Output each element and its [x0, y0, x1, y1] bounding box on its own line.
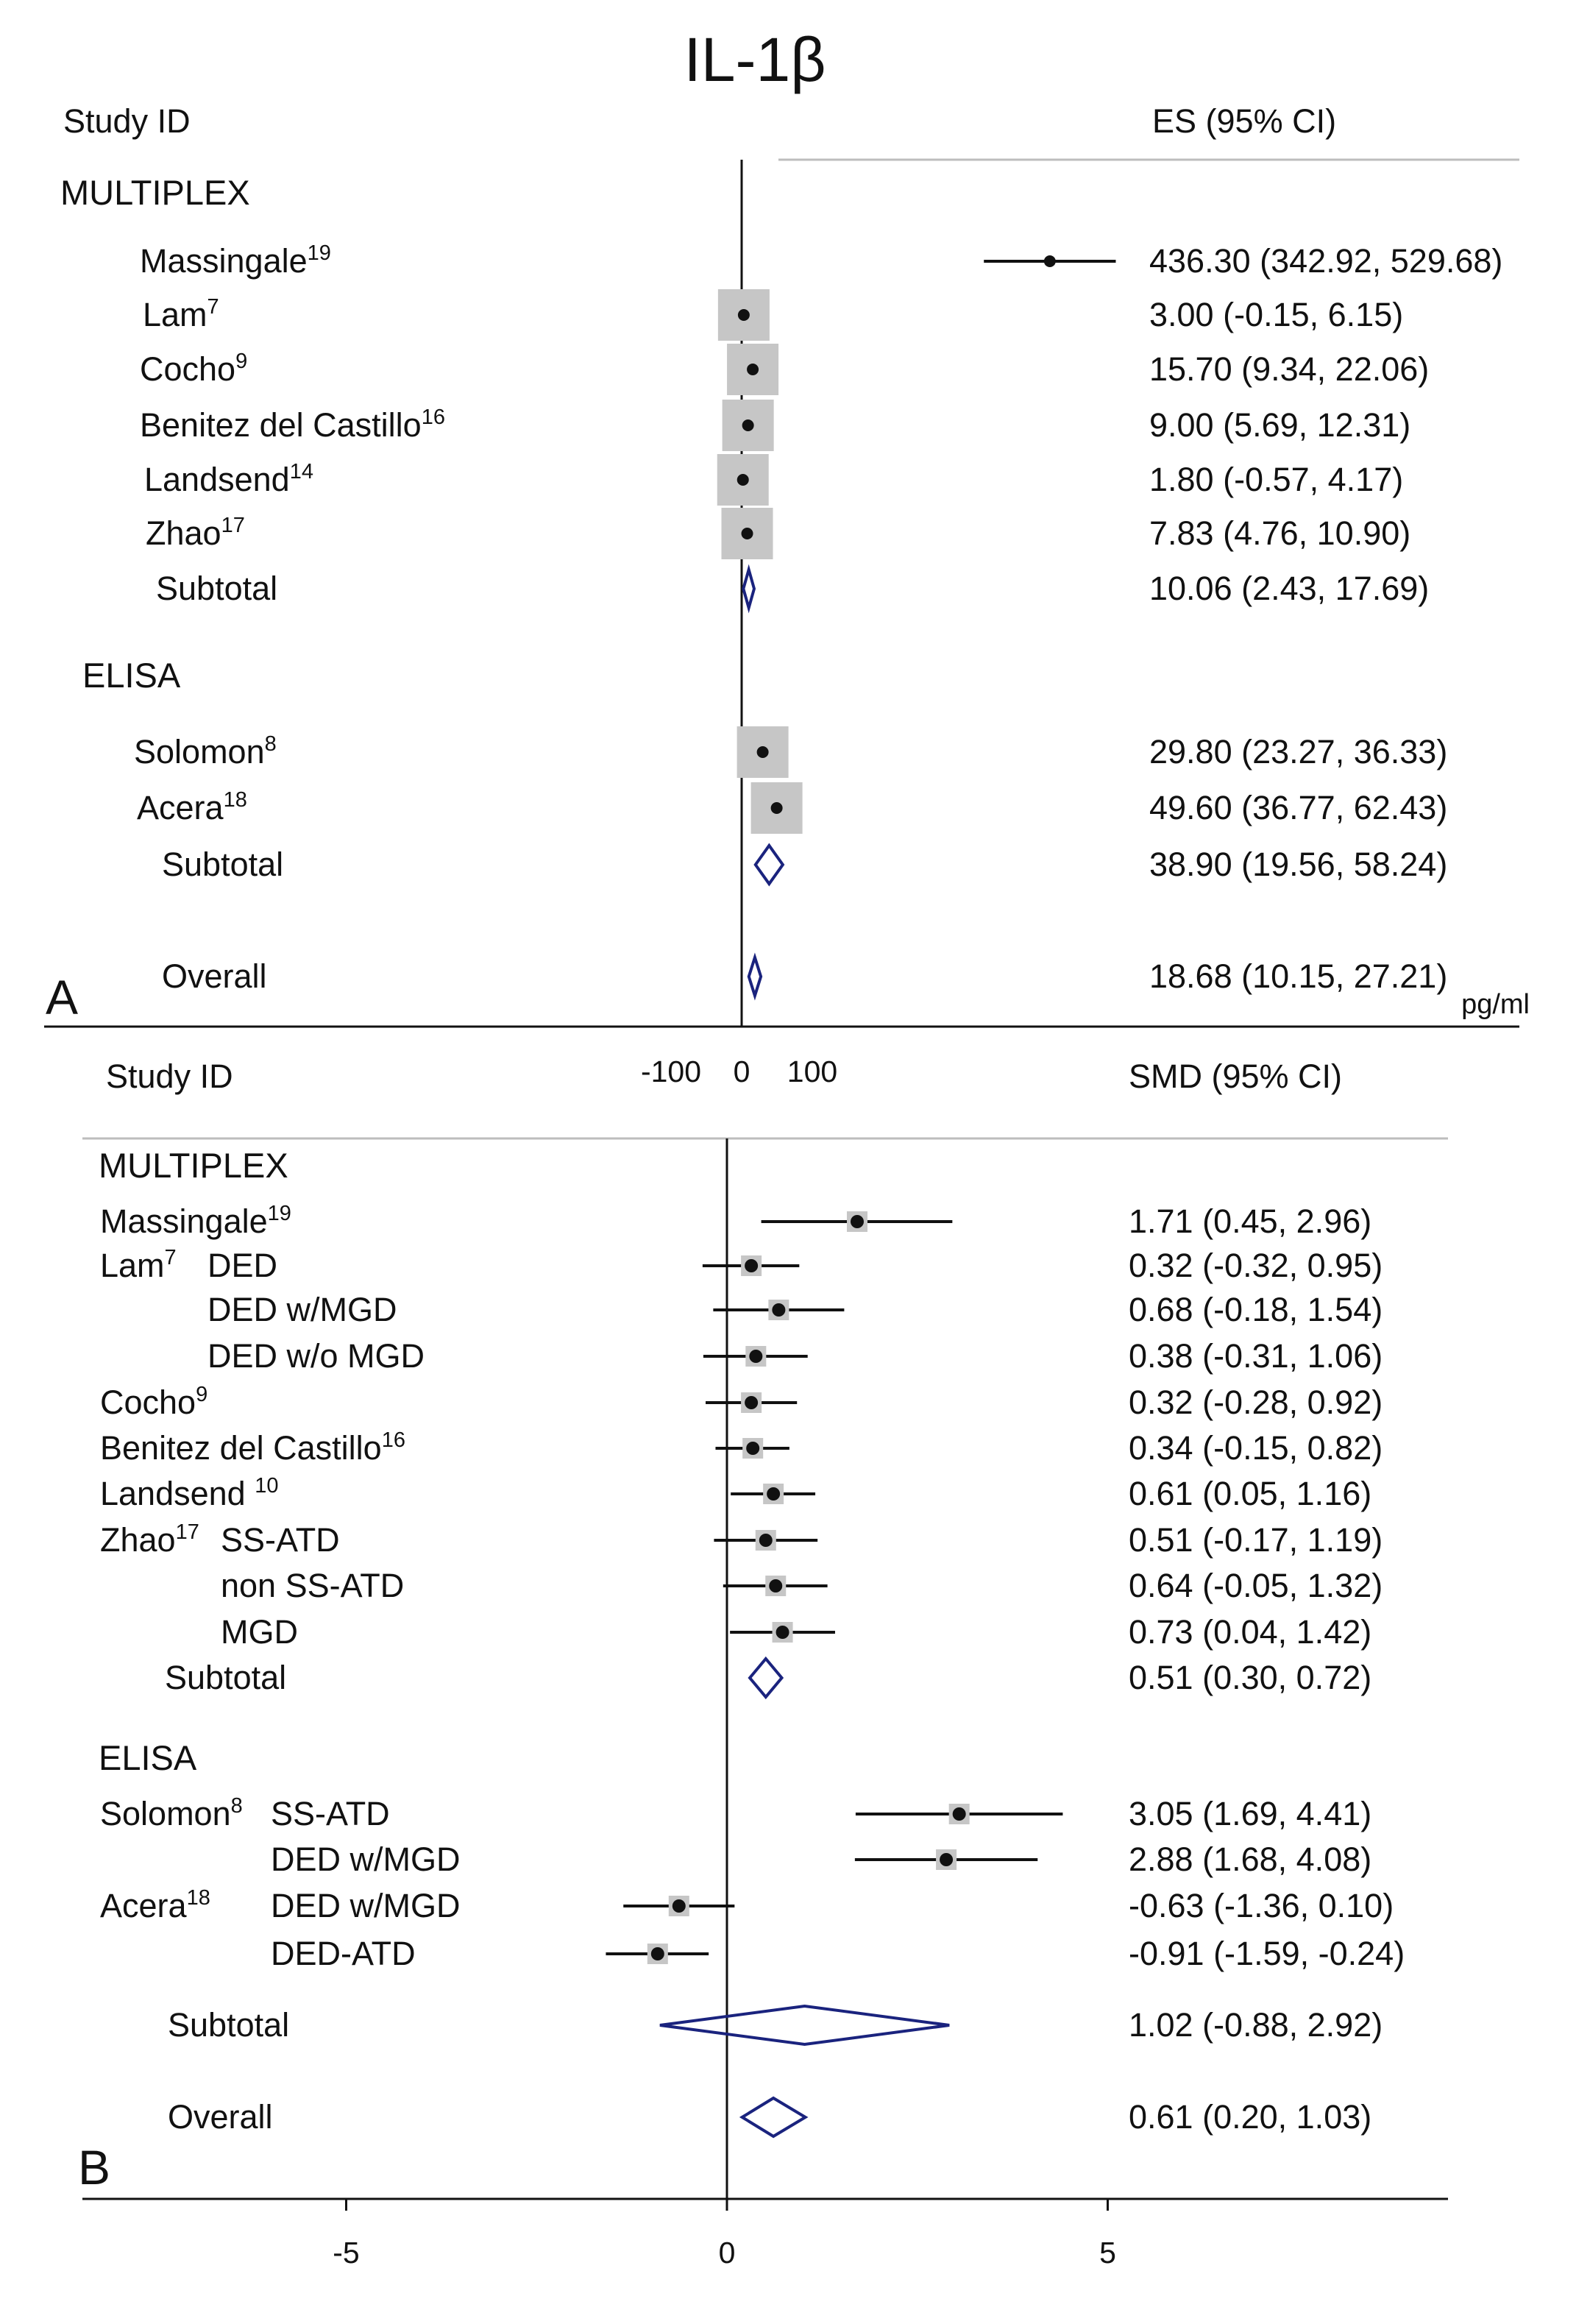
study-row-label-ref: 18	[186, 1886, 210, 1910]
effect-ci-text: 49.60 (36.77, 62.43)	[1149, 789, 1448, 826]
effect-ci-text: 1.80 (-0.57, 4.17)	[1149, 461, 1404, 498]
point-estimate	[747, 364, 759, 375]
study-row-label-ref: 9	[235, 350, 248, 373]
point-estimate	[953, 1807, 966, 1821]
study-row-label-name: Acera	[100, 1887, 187, 1924]
study-row-label-ref: 17	[175, 1520, 199, 1544]
x-tick-label: 5	[1099, 2236, 1116, 2270]
subgroup-label: DED	[207, 1247, 278, 1284]
study-row-label-ref: 18	[223, 788, 247, 812]
effect-ci-text: -0.63 (-1.36, 0.10)	[1129, 1887, 1394, 1924]
effect-ci-text: 0.51 (-0.17, 1.19)	[1129, 1521, 1383, 1559]
study-row-label	[100, 1383, 207, 1421]
study-row-label-ref: 7	[207, 295, 219, 319]
x-tick-label: 0	[718, 2236, 736, 2270]
point-estimate	[737, 474, 749, 486]
effect-ci-text: 0.32 (-0.32, 0.95)	[1129, 1247, 1383, 1284]
subtotal-ci-text: 38.90 (19.56, 58.24)	[1149, 846, 1448, 883]
study-row-label-ref: 17	[221, 514, 245, 537]
effect-ci-text: 0.61 (0.05, 1.16)	[1129, 1475, 1372, 1512]
effect-ci-text: 0.38 (-0.31, 1.06)	[1129, 1337, 1383, 1375]
effect-ci-text: 0.32 (-0.28, 0.92)	[1129, 1384, 1383, 1421]
overall-label: Overall	[168, 2098, 273, 2136]
subtotal-label: Subtotal	[168, 2006, 290, 2044]
point-estimate	[759, 1534, 773, 1547]
x-tick-label: 100	[787, 1055, 838, 1088]
subtotal-ci-text: 0.51 (0.30, 0.72)	[1129, 1659, 1372, 1696]
study-row-label-ref: 16	[381, 1428, 405, 1452]
point-estimate	[738, 309, 750, 321]
group-heading: MULTIPLEX	[60, 173, 250, 212]
subgroup-label: SS-ATD	[221, 1521, 340, 1559]
study-row-label-name: Landsend	[144, 461, 290, 498]
study-row-label-name: Lam	[143, 296, 207, 333]
panel-label: A	[46, 970, 79, 1024]
overall-ci-text: 0.61 (0.20, 1.03)	[1129, 2098, 1372, 2136]
study-row-label-name: Landsend	[100, 1475, 255, 1512]
study-row-label-ref: 16	[421, 405, 445, 429]
study-row-label-ref: 8	[230, 1794, 243, 1818]
effect-ci-text: 2.88 (1.68, 4.08)	[1129, 1841, 1372, 1878]
study-row-label-name: Lam	[100, 1247, 165, 1284]
study-row-label	[140, 405, 445, 444]
header-study-id-a: Study ID	[63, 102, 191, 140]
study-row-label-ref: 19	[267, 1202, 291, 1225]
study-row-label-name: Acera	[137, 789, 224, 826]
point-estimate	[769, 1579, 782, 1593]
study-row-label-ref: 14	[289, 460, 313, 483]
study-row-label-name: Zhao	[146, 514, 221, 552]
effect-ci-text: 29.80 (23.27, 36.33)	[1149, 733, 1448, 770]
effect-ci-text: 7.83 (4.76, 10.90)	[1149, 514, 1411, 552]
study-row-label-ref: 8	[264, 732, 277, 756]
study-row-label	[100, 1886, 210, 1924]
effect-ci-text: -0.91 (-1.59, -0.24)	[1129, 1935, 1405, 1972]
subgroup-label: SS-ATD	[271, 1795, 390, 1832]
subtotal-ci-text: 1.02 (-0.88, 2.92)	[1129, 2006, 1383, 2044]
point-estimate	[771, 802, 783, 814]
x-tick-label: 0	[733, 1055, 750, 1088]
point-estimate	[776, 1626, 789, 1639]
study-row-label-name: Benitez del Castillo	[140, 406, 422, 444]
effect-ci-text: 0.64 (-0.05, 1.32)	[1129, 1567, 1383, 1604]
study-row-label-ref: 9	[196, 1383, 208, 1406]
study-row-label-name: Cocho	[140, 350, 236, 388]
study-row-label	[100, 1246, 177, 1284]
study-row-label-name: Cocho	[100, 1384, 196, 1421]
point-estimate	[767, 1487, 780, 1501]
header-effect-ci-a: ES (95% CI)	[1152, 102, 1337, 140]
study-row-label	[143, 295, 219, 333]
overall-label: Overall	[162, 957, 267, 995]
subtotal-diamond	[743, 570, 754, 608]
subtotal-diamond	[660, 2006, 949, 2044]
point-estimate	[672, 1899, 686, 1913]
subgroup-label: DED-ATD	[271, 1935, 416, 1972]
subgroup-label: non SS-ATD	[221, 1567, 405, 1604]
study-row-label	[140, 241, 331, 280]
study-row-label-name: Benitez del Castillo	[100, 1429, 382, 1467]
study-row-label	[140, 350, 247, 388]
figure-title: IL-1β	[684, 25, 826, 94]
study-row-label	[146, 514, 245, 552]
study-row-label-ref: 19	[307, 241, 331, 265]
effect-ci-text: 0.68 (-0.18, 1.54)	[1129, 1291, 1383, 1328]
group-heading: MULTIPLEX	[99, 1146, 288, 1185]
study-row-label	[137, 788, 247, 826]
study-row-label-ref: 10	[255, 1474, 279, 1498]
x-tick-label: -5	[333, 2236, 360, 2270]
study-row-label-name: Massingale	[140, 242, 308, 280]
header-effect-ci-b: SMD (95% CI)	[1129, 1058, 1343, 1095]
effect-ci-text: 3.05 (1.69, 4.41)	[1129, 1795, 1372, 1832]
effect-ci-text: 9.00 (5.69, 12.31)	[1149, 406, 1411, 444]
study-row-label-ref: 7	[164, 1246, 177, 1269]
subtotal-label: Subtotal	[162, 846, 284, 883]
point-estimate	[746, 1442, 759, 1455]
point-estimate	[745, 1396, 758, 1409]
point-estimate	[1044, 255, 1056, 267]
panel-label: B	[78, 2140, 111, 2194]
overall-ci-text: 18.68 (10.15, 27.21)	[1149, 957, 1448, 995]
study-row-label-name: Massingale	[100, 1202, 268, 1240]
x-tick-label: -100	[640, 1055, 702, 1088]
subgroup-label: DED w/o MGD	[207, 1337, 425, 1375]
study-row-label	[100, 1428, 405, 1467]
subgroup-label: MGD	[221, 1613, 298, 1651]
study-row-label-name: Solomon	[134, 733, 265, 770]
subtotal-label: Subtotal	[165, 1659, 287, 1696]
subgroup-label: DED w/MGD	[271, 1841, 461, 1878]
effect-ci-text: 436.30 (342.92, 529.68)	[1149, 242, 1503, 280]
effect-ci-text: 3.00 (-0.15, 6.15)	[1149, 296, 1404, 333]
subgroup-label: DED w/MGD	[271, 1887, 461, 1924]
effect-ci-text: 0.34 (-0.15, 0.82)	[1129, 1429, 1383, 1467]
overall-diamond	[742, 2098, 806, 2136]
point-estimate	[772, 1303, 785, 1317]
point-estimate	[651, 1947, 664, 1960]
point-estimate	[757, 746, 769, 758]
point-estimate	[749, 1350, 762, 1363]
study-row-label	[100, 1202, 291, 1240]
study-row-label	[134, 732, 277, 770]
subtotal-diamond	[756, 846, 783, 884]
point-estimate	[851, 1215, 864, 1228]
study-row-label	[144, 460, 313, 498]
effect-ci-text: 1.71 (0.45, 2.96)	[1129, 1202, 1372, 1240]
group-heading: ELISA	[99, 1738, 197, 1777]
study-row-label	[100, 1474, 278, 1512]
overall-diamond	[749, 957, 761, 996]
effect-ci-text: 15.70 (9.34, 22.06)	[1149, 350, 1430, 388]
effect-ci-text: 0.73 (0.04, 1.42)	[1129, 1613, 1372, 1651]
point-estimate	[940, 1853, 953, 1866]
header-study-id-b: Study ID	[106, 1058, 233, 1095]
subgroup-label: DED w/MGD	[207, 1291, 397, 1328]
point-estimate	[745, 1259, 758, 1272]
study-row-label	[100, 1520, 199, 1559]
study-row-label-name: Zhao	[100, 1521, 176, 1559]
study-row-label	[100, 1794, 243, 1832]
group-heading: ELISA	[82, 656, 181, 695]
subtotal-ci-text: 10.06 (2.43, 17.69)	[1149, 570, 1430, 607]
point-estimate	[742, 419, 754, 431]
study-row-label-name: Solomon	[100, 1795, 231, 1832]
point-estimate	[742, 528, 753, 539]
unit-label: pg/ml	[1461, 989, 1530, 1020]
subtotal-label: Subtotal	[156, 570, 278, 607]
subtotal-diamond	[750, 1659, 781, 1697]
